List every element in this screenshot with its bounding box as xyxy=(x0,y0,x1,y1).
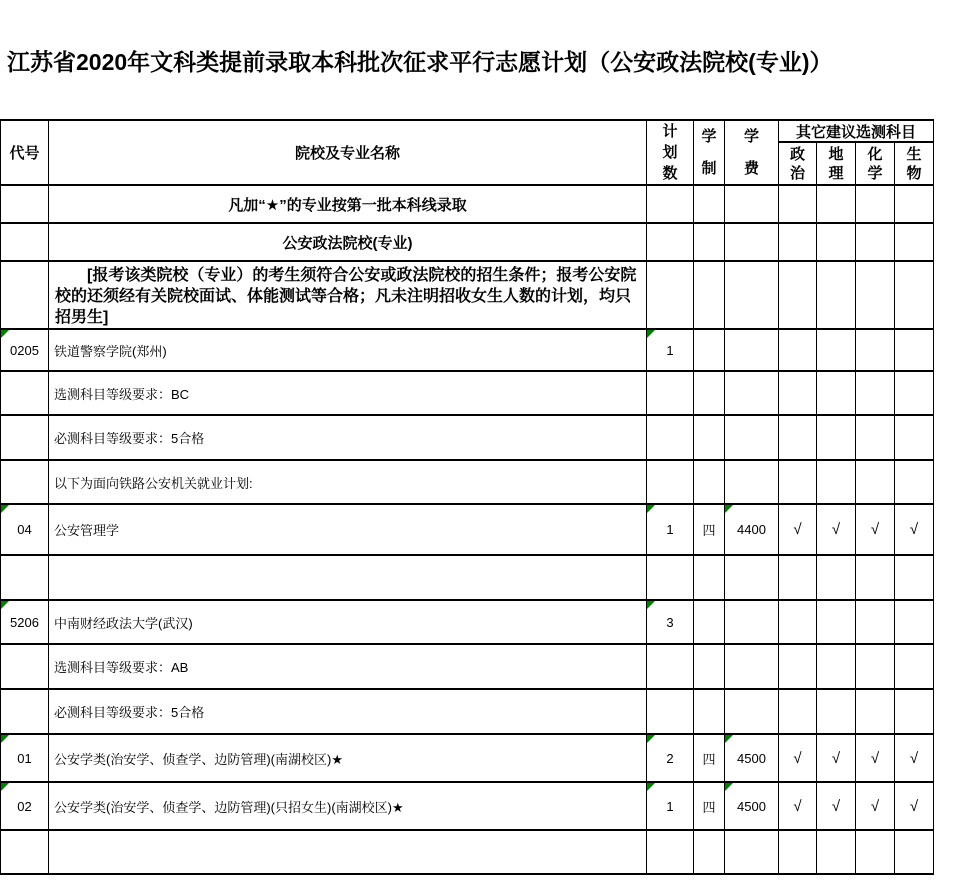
cell-system: 四 xyxy=(694,783,725,831)
cell-check-chemistry xyxy=(856,831,895,875)
cell-check-geography xyxy=(817,262,856,330)
cell-fee xyxy=(725,224,779,262)
cell-employment-note: 以下为面向铁路公安机关就业计划: xyxy=(49,461,647,505)
cell-code xyxy=(1,645,49,690)
cell-check-politics: √ xyxy=(779,735,817,783)
cell-system xyxy=(694,461,725,505)
comment-marker-icon xyxy=(1,330,9,338)
header-subject-chemistry: 化学 xyxy=(856,143,895,186)
cell-code xyxy=(1,735,49,783)
fee-text: 4500 xyxy=(737,750,766,766)
plan-text: 1 xyxy=(666,798,674,814)
cell-check-chemistry xyxy=(856,461,895,505)
comment-marker-icon xyxy=(647,330,655,338)
cell-fee xyxy=(725,416,779,461)
cell-check-politics xyxy=(779,262,817,330)
cell-check-geography xyxy=(817,461,856,505)
cell-fee xyxy=(725,556,779,601)
cell-name xyxy=(49,735,647,783)
cell-plan xyxy=(647,461,694,505)
cell-check-geography: √ xyxy=(817,783,856,831)
cell-system xyxy=(694,330,725,372)
cell-check-geography xyxy=(817,186,856,224)
cell-fee xyxy=(725,601,779,645)
cell-requirement-note: 选测科目等级要求：AB xyxy=(49,645,647,690)
cell-section-title: 公安政法院校(专业) xyxy=(49,224,647,262)
header-system-text: 学制 xyxy=(701,127,717,177)
code-text: 01 xyxy=(17,750,32,766)
cell-check-geography xyxy=(817,645,856,690)
cell-plan xyxy=(647,186,694,224)
cell-check-biology xyxy=(895,330,934,372)
cell-check-politics xyxy=(779,601,817,645)
comment-marker-icon xyxy=(1,505,9,513)
cell-plan xyxy=(647,690,694,735)
cell-check-chemistry xyxy=(856,262,895,330)
comment-marker-icon xyxy=(1,601,9,609)
cell-code xyxy=(1,783,49,831)
cell-check-chemistry: √ xyxy=(856,735,895,783)
code-text: 02 xyxy=(17,798,32,814)
cell-code xyxy=(1,505,49,556)
cell-code xyxy=(1,262,49,330)
cell-section-title: 凡加“★”的专业按第一批本科线录取 xyxy=(49,186,647,224)
name-text: 公安管理学 xyxy=(54,523,120,538)
cell-check-politics xyxy=(779,330,817,372)
cell-check-biology xyxy=(895,461,934,505)
cell-plan xyxy=(647,601,694,645)
cell-system xyxy=(694,262,725,330)
name-text: 中南财经政法大学(武汉) xyxy=(54,615,193,631)
cell-check-geography: √ xyxy=(817,735,856,783)
cell-check-chemistry xyxy=(856,556,895,601)
cell-check-geography xyxy=(817,372,856,416)
cell-check-chemistry xyxy=(856,330,895,372)
cell-system xyxy=(694,831,725,875)
name-text: 公安学类(治安学、侦查学、边防管理)(南湖校区)★ xyxy=(54,751,343,767)
cell-fee xyxy=(725,735,779,783)
plan-text: 3 xyxy=(666,614,674,630)
cell-fee xyxy=(725,186,779,224)
cell-check-geography xyxy=(817,831,856,875)
plan-text: 1 xyxy=(666,522,674,537)
cell-check-biology: √ xyxy=(895,735,934,783)
cell-plan xyxy=(647,372,694,416)
header-code: 代号 xyxy=(1,121,49,186)
header-subject-geography: 地理 xyxy=(817,143,856,186)
cell-plan xyxy=(647,831,694,875)
cell-name xyxy=(49,556,647,601)
comment-marker-icon xyxy=(647,505,655,513)
cell-check-politics xyxy=(779,224,817,262)
cell-fee xyxy=(725,372,779,416)
cell-check-chemistry: √ xyxy=(856,783,895,831)
cell-code xyxy=(1,224,49,262)
cell-check-biology xyxy=(895,224,934,262)
cell-system xyxy=(694,416,725,461)
cell-plan xyxy=(647,645,694,690)
name-text: 铁道警察学院(郑州) xyxy=(54,343,167,359)
cell-code xyxy=(1,461,49,505)
cell-fee xyxy=(725,645,779,690)
cell-plan xyxy=(647,224,694,262)
cell-check-politics: √ xyxy=(779,505,817,556)
cell-system xyxy=(694,372,725,416)
cell-check-politics: √ xyxy=(779,783,817,831)
cell-plan xyxy=(647,783,694,831)
cell-check-politics xyxy=(779,372,817,416)
cell-check-geography xyxy=(817,556,856,601)
fee-text: 4400 xyxy=(737,522,766,537)
header-subject-politics: 政治 xyxy=(779,143,817,186)
cell-check-geography xyxy=(817,601,856,645)
fee-text: 4500 xyxy=(737,798,766,814)
cell-requirement-note: 必测科目等级要求：5合格 xyxy=(49,690,647,735)
cell-system xyxy=(694,224,725,262)
cell-check-biology xyxy=(895,416,934,461)
cell-check-geography xyxy=(817,330,856,372)
cell-plan xyxy=(647,330,694,372)
cell-fee xyxy=(725,783,779,831)
plan-table xyxy=(0,119,934,875)
comment-marker-icon xyxy=(647,783,655,791)
comment-marker-icon xyxy=(725,735,733,743)
comment-marker-icon xyxy=(647,735,655,743)
header-subject-group: 其它建议选测科目 xyxy=(779,121,934,143)
cell-system xyxy=(694,601,725,645)
cell-code xyxy=(1,601,49,645)
cell-plan xyxy=(647,505,694,556)
cell-check-chemistry: √ xyxy=(856,505,895,556)
comment-marker-icon xyxy=(725,505,733,513)
cell-plan xyxy=(647,416,694,461)
cell-system xyxy=(694,690,725,735)
cell-code xyxy=(1,186,49,224)
cell-check-chemistry xyxy=(856,690,895,735)
cell-system: 四 xyxy=(694,505,725,556)
cell-check-politics xyxy=(779,461,817,505)
cell-check-biology xyxy=(895,556,934,601)
cell-check-politics xyxy=(779,831,817,875)
cell-check-biology xyxy=(895,690,934,735)
cell-check-biology xyxy=(895,831,934,875)
cell-check-biology xyxy=(895,262,934,330)
plan-text: 2 xyxy=(666,750,674,766)
cell-check-chemistry xyxy=(856,645,895,690)
cell-fee xyxy=(725,262,779,330)
cell-code xyxy=(1,556,49,601)
header-name: 院校及专业名称 xyxy=(49,121,647,186)
code-text: 04 xyxy=(17,522,32,537)
cell-name xyxy=(49,505,647,556)
comment-marker-icon xyxy=(647,601,655,609)
cell-code xyxy=(1,416,49,461)
comment-marker-icon xyxy=(1,783,9,791)
cell-check-politics xyxy=(779,645,817,690)
cell-plan xyxy=(647,262,694,330)
cell-name xyxy=(49,601,647,645)
cell-check-politics xyxy=(779,186,817,224)
cell-requirement-note: 选测科目等级要求：BC xyxy=(49,372,647,416)
cell-fee xyxy=(725,461,779,505)
cell-code xyxy=(1,372,49,416)
cell-system xyxy=(694,186,725,224)
code-text: 0205 xyxy=(10,342,39,358)
cell-check-geography xyxy=(817,690,856,735)
cell-code xyxy=(1,330,49,372)
cell-fee xyxy=(725,831,779,875)
header-system xyxy=(694,121,725,186)
comment-marker-icon xyxy=(1,735,9,743)
cell-check-biology xyxy=(895,601,934,645)
cell-fee xyxy=(725,330,779,372)
cell-code xyxy=(1,831,49,875)
cell-check-biology xyxy=(895,186,934,224)
cell-check-chemistry xyxy=(856,224,895,262)
cell-check-chemistry xyxy=(856,372,895,416)
cell-check-biology: √ xyxy=(895,783,934,831)
header-subject-biology: 生物 xyxy=(895,143,934,186)
cell-system xyxy=(694,556,725,601)
cell-check-politics xyxy=(779,556,817,601)
cell-check-geography xyxy=(817,416,856,461)
name-text: 公安学类(治安学、侦查学、边防管理)(只招女生)(南湖校区)★ xyxy=(54,799,404,815)
cell-system xyxy=(694,645,725,690)
page-title: 江苏省2020年文科类提前录取本科批次征求平行志愿计划（公安政法院校(专业)） xyxy=(7,49,833,75)
cell-name xyxy=(49,831,647,875)
plan-text: 1 xyxy=(666,342,674,358)
cell-fee xyxy=(725,690,779,735)
cell-requirement-note: 必测科目等级要求：5合格 xyxy=(49,416,647,461)
header-fee-text: 学费 xyxy=(744,127,760,177)
header-fee xyxy=(725,121,779,186)
cell-check-chemistry xyxy=(856,601,895,645)
cell-check-politics xyxy=(779,690,817,735)
cell-code xyxy=(1,690,49,735)
cell-check-chemistry xyxy=(856,416,895,461)
cell-check-chemistry xyxy=(856,186,895,224)
header-plan xyxy=(647,121,694,186)
cell-check-politics xyxy=(779,416,817,461)
cell-plan xyxy=(647,556,694,601)
cell-system: 四 xyxy=(694,735,725,783)
cell-fee xyxy=(725,505,779,556)
cell-check-geography: √ xyxy=(817,505,856,556)
cell-check-geography xyxy=(817,224,856,262)
header-plan-text: 计划数 xyxy=(662,123,678,182)
cell-check-biology xyxy=(895,372,934,416)
cell-check-biology xyxy=(895,645,934,690)
cell-check-biology: √ xyxy=(895,505,934,556)
comment-marker-icon xyxy=(725,783,733,791)
cell-admission-note: [报考该类院校（专业）的考生须符合公安或政法院校的招生条件；报考公安院校的还须经有关院校面试、体能测试等合格；凡未注明招收女生人数的计划，均只招男生] xyxy=(49,262,647,330)
code-text: 5206 xyxy=(10,614,39,630)
cell-plan xyxy=(647,735,694,783)
cell-name xyxy=(49,783,647,831)
cell-name xyxy=(49,330,647,372)
